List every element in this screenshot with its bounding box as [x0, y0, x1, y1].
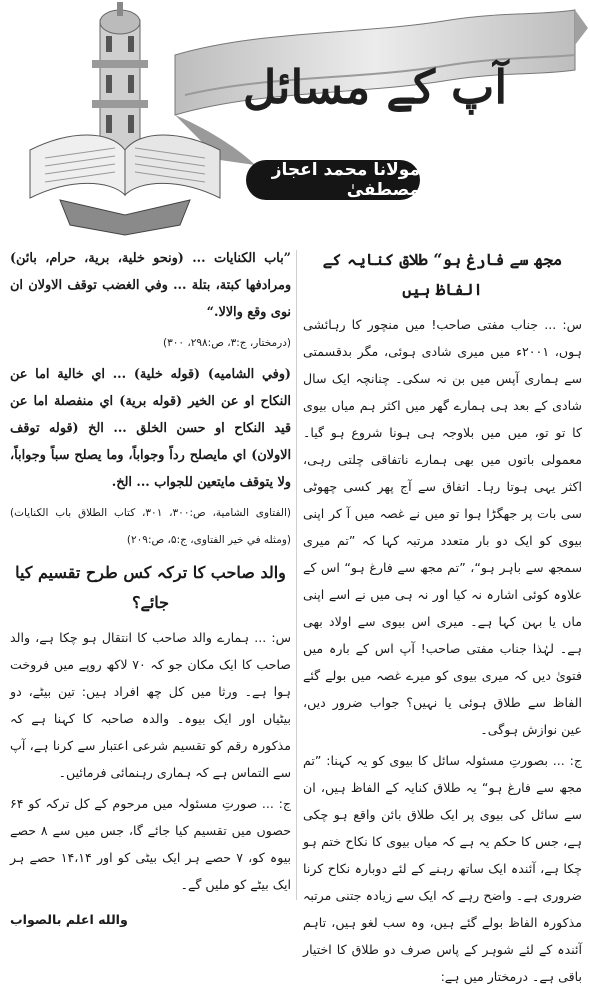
left-column: [10, 245, 292, 927]
arabic-quote: ”باب الكنايات ... (ونحو خلية، برية، حرام، بائن) ومرادفها كبتة، بتلة ... وفي الغضب توقف الاولان ان نوى وقع والالا.“: [10, 251, 291, 320]
reference-durr: (درمختار، ج:۳، ص:۲۹۸، ۳۰۰): [162, 337, 291, 349]
header-banner: [0, 0, 590, 240]
article-heading-inheritance: والد صاحب کا ترکہ کس طرح تقسیم کیا جائے؟: [15, 563, 286, 612]
banner-title: آپ کے مسائل: [242, 60, 508, 114]
question-text-inheritance: س: ... ہمارے والد صاحب کا انتقال ہو چکا ہے، والد صاحب کا ایک مکان جو کہ ۷۰ لاکھ روپے میں فروخت ہوا ہے۔ ورثا میں کل چھ افراد ہیں: تین بیٹے، دو بیٹیاں اور ایک بیوہ۔ والدہ صاحبہ کا کہنا ہے کہ مذکورہ رقم کو تقسیم شرعی اعتبار سے کرنا ہے، آپ سے التماس ہے کہ ہماری رہنمائی فرمائیں۔: [10, 630, 291, 780]
closing-phrase: والله اعلم بالصواب: [10, 912, 128, 927]
author-name: مولانا محمد اعجاز مصطفیٰ: [246, 160, 420, 200]
answer-text-inheritance: ج: ... صورتِ مسئولہ میں مرحوم کے کل ترکہ کو ۶۴ حصوں میں تقسیم کیا جائے گا، جس میں سے ۸ حصے بیوہ کو، ۷ حصے ہر ایک بیٹی کو اور ۱۴،۱۴ حصے ہر ایک بیٹے کو ملیں گے۔: [10, 796, 292, 892]
answer-text: ج: ... بصورتِ مسئولہ سائل کا بیوی کو یہ کہنا: ”تم مجھ سے فارغ ہو“ یہ طلاق کنایہ کے الفاظ ہیں، ان سے سائل کی بیوی پر ایک طلاق بائن واقع ہو چکی ہے، جس کا حکم یہ ہے کہ میاں بیوی کا نکاح ختم ہو چکا ہے، آئندہ ایک ساتھ رہنے کے لئے دوبارہ نکاح کرنا ضروری ہے۔ واضح رہے کہ ایک سے زیادہ جتنی مرتبہ مذکورہ الفاظ بولے گئے ہیں، وہ سب لغو ہیں، تاہم آئندہ کے لئے شوہر کے پاس صرف دو طلاق کا اختیار باقی ہے۔ درمختار میں ہے:: [303, 753, 582, 984]
open-book-icon: [30, 135, 220, 235]
article-heading: مجھ سے فارغ ہو“ طلاق کنایہ کے الفاظ ہیں: [322, 250, 563, 299]
shamia-quote: (وفي الشاميه) (قوله خلية) ... اي خالية اما عن النكاح او عن الخير (قوله برية) اي منفصلة اما عن قيد النكاح او حسن الخلق ... الخ (قوله توقف الاولان) اي مايصلح رداً وجواباً، وما يصلح سباً وجواباً، ولا يتوقف مايتعين للجواب ... الخ.: [10, 367, 291, 490]
article-talaq: [303, 245, 582, 984]
column-divider: [296, 250, 297, 900]
banner-artwork: [0, 0, 590, 240]
reference-shamia: (الفتاوى الشامية، ص:۳۰۰، ۳۰۱، كتاب الطلاق باب الكنايات) (ومثله في خير الفتاوى، ج:۵، ص:۲۰۹): [10, 507, 291, 546]
question-text: س: ... جناب مفتی صاحب! میں منچور کا رہائشی ہوں، ۲۰۰۱ء میں میری شادی ہوئی، مگر بدقسمتی سے ہماری آپس میں بن نہ سکی۔ چنانچہ ایک سال شادی کے بعد ہی ہمارے گھر میں اکثر ہم میاں بیوی کا تو تو، میں میں بلاوجہ ہی ہونا شروع ہو گیا۔ معمولی باتوں میں بھی ہمارے ناتفاقی چلتی رہی، اکثر یہی ہوتا رہا۔ اتفاق سے آج پھر کسی چھوٹی سی بات پر جھگڑا ہوا تو میں نے غصہ میں آ کر اپنی بیوی کو ایک دو بار متعدد مرتبہ کہا کہ ”تم میری سمجھ سے باہر ہو“، ”تم مجھ سے فارغ ہو“ اس کے علاوہ کوئی اشارہ نہ کیا اور نہ ہی میں نے اسے اپنی ماں یا بہن کہا ہے۔ میری اس بیوی سے اولاد بھی ہے۔ لہٰذا جناب مفتی صاحب! آپ اس کے بارہ میں فتویٰ دیں کہ میری بیوی کو میرے غصہ میں بولے گئے الفاظ سے طلاق ہوئی یا نہیں؟ جواب ضرور دیں، عین نوازش ہوگی۔: [303, 317, 582, 737]
